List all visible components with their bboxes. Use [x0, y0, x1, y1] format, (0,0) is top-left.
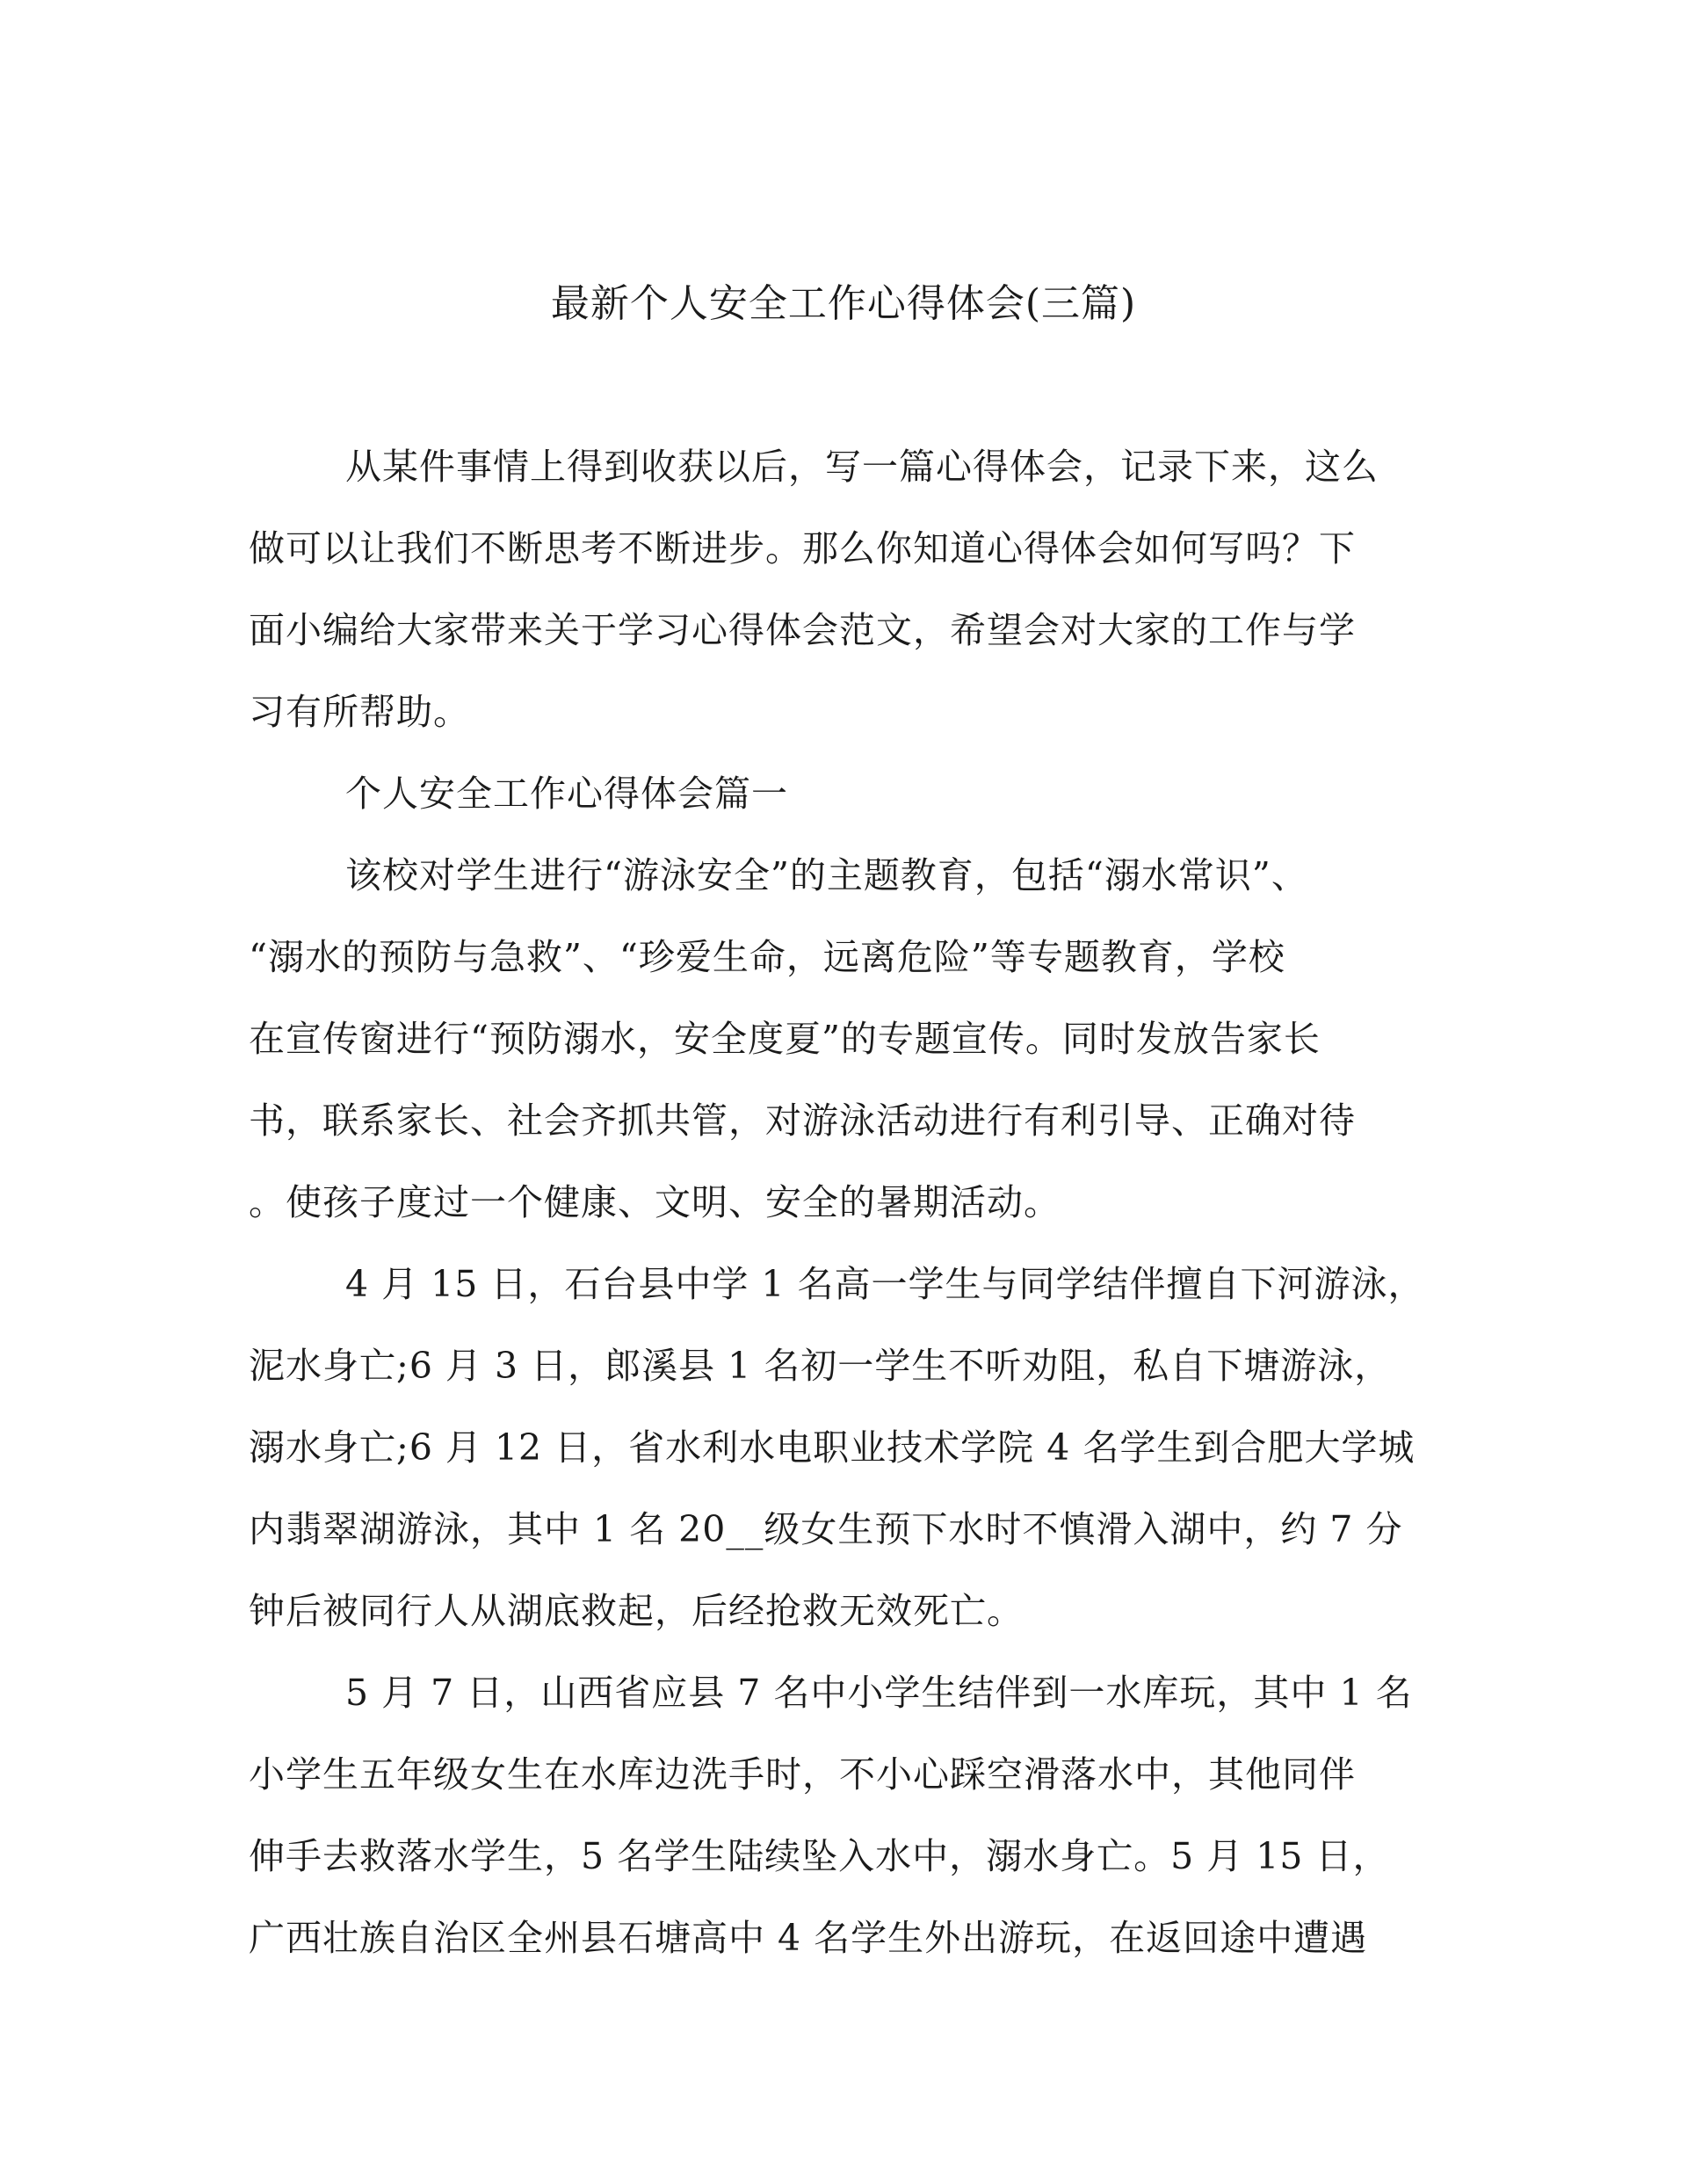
paragraph-line: 溺水身亡;6 月 12 日，省水利水电职业技术学院 4 名学生到合肥大学城: [249, 1426, 1415, 1469]
paragraph-line: 广西壮族自治区全州县石塘高中 4 名学生外出游玩，在返回途中遭遇: [249, 1917, 1368, 1959]
paragraph-line: 小学生五年级女生在水库边洗手时，不小心踩空滑落水中，其他同伴: [249, 1753, 1356, 1796]
document-title: 最新个人安全工作心得体会(三篇): [550, 281, 1137, 326]
paragraph-line: 该校对学生进行“游泳安全”的主题教育，包括“溺水常识”、: [345, 854, 1308, 896]
paragraph-line: 钟后被同行人从湖底救起，后经抢救无效死亡。: [249, 1590, 1024, 1632]
paragraph-line: 。使孩子度过一个健康、文明、安全的暑期活动。: [249, 1181, 1061, 1223]
paragraph-line: 从某件事情上得到收获以后，写一篇心得体会，记录下来，这么: [345, 446, 1379, 488]
paragraph-line: 做可以让我们不断思考不断进步。那么你知道心得体会如何写吗？下: [249, 527, 1356, 570]
paragraph-line: “溺水的预防与急救”、“珍爱生命，远离危险”等专题教育，学校: [249, 936, 1285, 978]
paragraph-line: 4 月 15 日，石台县中学 1 名高一学生与同学结伴擅自下河游泳，: [345, 1263, 1425, 1305]
paragraph-line: 在宣传窗进行“预防溺水，安全度夏”的专题宣传。同时发放告家长: [249, 1018, 1321, 1060]
paragraph-line: 书，联系家长、社会齐抓共管，对游泳活动进行有利引导、正确对待: [249, 1099, 1356, 1142]
paragraph-line: 内翡翠湖游泳，其中 1 名 20__级女生预下水时不慎滑入湖中，约 7 分: [249, 1508, 1403, 1550]
paragraph-line: 习有所帮助。: [249, 691, 470, 733]
paragraph-line: 泥水身亡;6 月 3 日，郎溪县 1 名初一学生不听劝阻，私自下塘游泳，: [249, 1345, 1392, 1387]
paragraph-line: 面小编给大家带来关于学习心得体会范文，希望会对大家的工作与学: [249, 609, 1356, 651]
paragraph-line: 伸手去救落水学生，5 名学生陆续坠入水中，溺水身亡。5 月 15 日，: [249, 1835, 1390, 1877]
paragraph-line: 5 月 7 日，山西省应县 7 名中小学生结伴到一水库玩，其中 1 名: [345, 1672, 1413, 1714]
section-heading: 个人安全工作心得体会篇一: [345, 773, 788, 815]
